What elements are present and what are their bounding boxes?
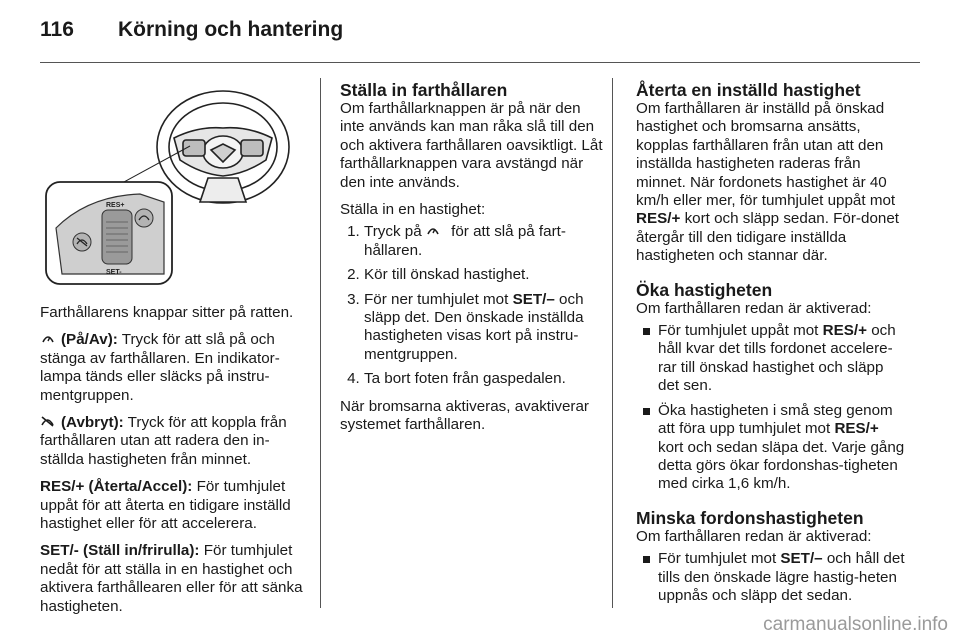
step-3: 3. För ner tumhjulet mot SET/– och släpp det. Den önskade inställda hastigheten visas kort på instru-mentgruppen. (364, 291, 604, 365)
heading-decrease-speed: Minska fordonshastigheten (636, 507, 864, 528)
column-divider-2 (612, 78, 613, 608)
page-title: Körning och hantering (118, 18, 344, 41)
heading-set-cruise: Ställa in farthållaren (340, 80, 508, 100)
on-off-button-figure (135, 209, 153, 227)
decrease-bullet-1: För tumhjulet mot SET/– och håll det tills den önskade lägre hastig-heten uppnås och släpp det sedan. (658, 550, 905, 604)
steps-list (340, 223, 604, 388)
column-2 (340, 80, 604, 444)
col2-outro: När bromsarna aktiveras, avaktiverar systemet farthållaren. (340, 397, 589, 434)
page-number: 116 (40, 18, 74, 41)
steps-intro: Ställa in en hastighet: (340, 201, 486, 219)
decrease-list (636, 550, 906, 605)
item-set: SET/- (Ställ in/frirulla): För tumhjulet nedåt för att ställa in en hastighet och aktivera farthållearen eller för att sänka hastigheten. (40, 542, 303, 615)
increase-intro: Om farthållaren redan är aktiverad: (636, 299, 872, 317)
set-label: SET- (106, 269, 122, 276)
column-1 (40, 304, 306, 625)
step-4: 4. Ta bort foten från gaspedalen. (364, 370, 604, 388)
item-cancel: (Avbryt): Tryck för att koppla från farthållaren utan att radera den in-ställda hastigheten från minnet. (40, 414, 287, 468)
cruise-on-off-icon (40, 331, 55, 349)
step-2: 2. Kör till önskad hastighet. (364, 266, 604, 284)
col2-intro: Om farthållarknappen är på när den inte används kan man råka slå till den och aktivera farthållaren oavsiktligt. Låt farthållarknappen vara avstängd när den inte används. (340, 100, 603, 191)
column-divider-1 (320, 78, 321, 608)
figure-caption: Farthållarens knappar sitter på ratten. (40, 304, 294, 321)
step-1: 1. Tryck på för att slå på fart-hållaren. (364, 223, 604, 260)
page-header (40, 18, 920, 46)
cruise-on-off-icon (426, 223, 441, 241)
watermark: carmanualsonline.info (763, 614, 948, 635)
increase-bullet-2: Öka hastigheten i små steg genom att föra upp tumhjulet mot RES/+ kort och sedan släpa det. Varje gång detta görs ökar fordonshas-tigheten med cirka 1,6 km/h. (658, 401, 905, 493)
cruise-control-inset (46, 182, 172, 284)
thumbwheel (102, 210, 132, 264)
column-3 (636, 80, 906, 614)
heading-resume-speed: Återta en inställd hastighet (636, 80, 861, 100)
heading-increase-speed: Öka hastigheten (636, 279, 773, 300)
decrease-intro: Om farthållaren redan är aktiverad: (636, 527, 872, 545)
steering-wheel-right-controls (241, 140, 263, 156)
res-label: RES+ (106, 202, 125, 209)
cancel-icon (40, 414, 55, 432)
item-res: RES/+ (Återta/Accel): För tumhjulet uppåt för att återta en tidigare inställd hastighet eller för att accelerera. (40, 478, 291, 533)
header-rule (40, 62, 920, 63)
item-on-off: (På/Av): Tryck för att slå på och stänga av farthållaren. En indikator-lampa tänds eller släcks på instru-mentgruppen. (40, 331, 280, 404)
increase-list (636, 322, 906, 494)
resume-paragraph: Om farthållaren är inställd på önskad hastighet och bromsarna ansätts, kopplas farthållaren från utan att den inställda hastigheten raderas från minnet. När fordonets hastighet är 40 km/h eller mer, för tumhjulet uppåt mot RES/+ kort och släpp sedan. För-donet återgår till den tidigare inställda hastigheten och stannar där. (636, 100, 899, 265)
steering-wheel-figure (40, 78, 302, 290)
increase-bullet-1: För tumhjulet uppåt mot RES/+ och håll kvar det tills fordonet accelere-rar till önskad hastighet och släpp det sen. (658, 322, 906, 396)
